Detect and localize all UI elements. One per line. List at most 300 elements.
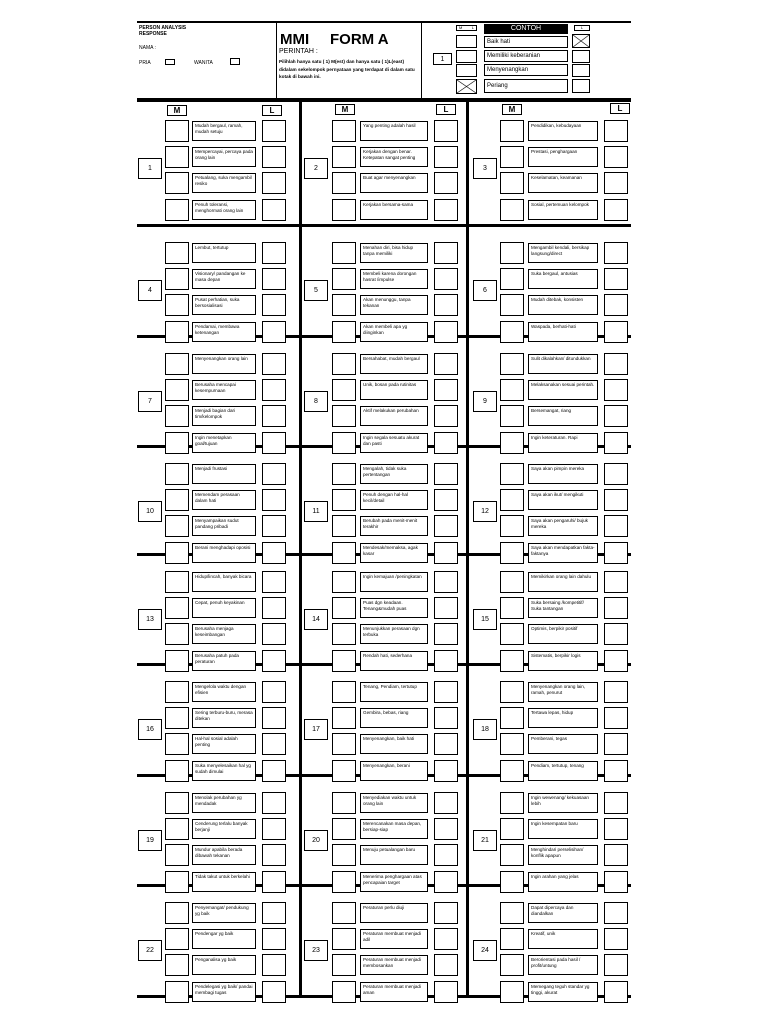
group-17-l-checkbox-2[interactable] xyxy=(434,707,458,729)
group-6-m-checkbox-2[interactable] xyxy=(500,268,524,290)
group-15-m-checkbox-3[interactable] xyxy=(500,623,524,645)
group-number: 3 xyxy=(473,158,497,179)
group-22-m-checkbox-4[interactable] xyxy=(165,981,189,1003)
group-number: 17 xyxy=(304,719,328,740)
group-18-m-checkbox-4[interactable] xyxy=(500,760,524,782)
group-3-statement-4: Sosial, pertemuan kelompok xyxy=(528,200,598,220)
group-4-m-checkbox-4[interactable] xyxy=(165,321,189,343)
group-2-statement-4: Kerjakan bersama-sama xyxy=(360,200,428,220)
group-8-l-checkbox-1[interactable] xyxy=(434,353,458,375)
group-11-m-checkbox-2[interactable] xyxy=(332,489,356,511)
example-mini-header xyxy=(456,25,477,31)
group-8-m-checkbox-3[interactable] xyxy=(332,405,356,427)
group-4-statement-1: Lembut, tertutup xyxy=(192,243,256,263)
group-5-l-checkbox-1[interactable] xyxy=(434,242,458,264)
group-10-l-checkbox-4[interactable] xyxy=(262,542,286,564)
group-17-l-checkbox-4[interactable] xyxy=(434,760,458,782)
group-18-m-checkbox-2[interactable] xyxy=(500,707,524,729)
group-18-statement-3: Pemberani, tegas xyxy=(528,734,598,754)
group-13-statement-1: Hidup/lincah, banyak bicara xyxy=(192,572,256,592)
group-3-l-checkbox-3[interactable] xyxy=(604,172,628,194)
group-23-m-checkbox-4[interactable] xyxy=(332,981,356,1003)
group-1-m-checkbox-4[interactable] xyxy=(165,199,189,221)
group-15-m-checkbox-1[interactable] xyxy=(500,571,524,593)
group-13-statement-3: Berusaha menjaga keseimbangan xyxy=(192,624,256,644)
group-8-l-checkbox-4[interactable] xyxy=(434,432,458,454)
group-20-l-checkbox-1[interactable] xyxy=(434,792,458,814)
group-24-l-checkbox-2[interactable] xyxy=(604,928,628,950)
group-7-m-checkbox-1[interactable] xyxy=(165,353,189,375)
group-18-l-checkbox-4[interactable] xyxy=(604,760,628,782)
group-19-l-checkbox-1[interactable] xyxy=(262,792,286,814)
group-number: 8 xyxy=(304,391,328,412)
wanita-checkbox[interactable] xyxy=(230,58,240,65)
group-5-statement-1: Menahan diri, bisa hidup tanpa memiliki xyxy=(360,243,428,263)
example-m-box-2 xyxy=(456,50,477,63)
org-name-line1: PERSON ANALYSIS xyxy=(139,25,187,31)
group-8-statement-4: Ingin segala sesuatu akurat dan pasti xyxy=(360,433,428,453)
group-9-statement-1: Sulit dikalahkan/ ditundukkan xyxy=(528,354,598,374)
group-24-m-checkbox-4[interactable] xyxy=(500,981,524,1003)
group-16-l-checkbox-4[interactable] xyxy=(262,760,286,782)
group-21-statement-4: Ingin arahan yang jelas xyxy=(528,872,598,892)
group-16-m-checkbox-2[interactable] xyxy=(165,707,189,729)
group-23-l-checkbox-2[interactable] xyxy=(434,928,458,950)
group-16-statement-4: Suka menyelesaikan hal yg sudah dimulai xyxy=(192,761,256,781)
group-number: 5 xyxy=(304,280,328,301)
group-10-m-checkbox-4[interactable] xyxy=(165,542,189,564)
group-21-l-checkbox-4[interactable] xyxy=(604,871,628,893)
column-divider-1 xyxy=(299,102,302,995)
group-22-l-checkbox-1[interactable] xyxy=(262,902,286,924)
group-13-l-checkbox-3[interactable] xyxy=(262,623,286,645)
group-13-m-checkbox-1[interactable] xyxy=(165,571,189,593)
group-3-m-checkbox-2[interactable] xyxy=(500,146,524,168)
group-3-l-checkbox-2[interactable] xyxy=(604,146,628,168)
group-number: 21 xyxy=(473,830,497,851)
group-14-m-checkbox-3[interactable] xyxy=(332,623,356,645)
group-24-statement-2: Kreatif, unik xyxy=(528,929,598,949)
example-item-2: Memiliki keberanian xyxy=(484,50,568,62)
example-item-3: Menyenangkan xyxy=(484,64,568,76)
group-15-l-checkbox-3[interactable] xyxy=(604,623,628,645)
group-7-statement-2: Berusaha mencapai kesempurnaan xyxy=(192,380,256,400)
group-number: 18 xyxy=(473,719,497,740)
example-item-1: Baik hati xyxy=(484,36,568,48)
group-14-m-checkbox-2[interactable] xyxy=(332,597,356,619)
group-10-statement-1: Menjadi frustasi xyxy=(192,464,256,484)
group-23-l-checkbox-1[interactable] xyxy=(434,902,458,924)
group-14-l-checkbox-3[interactable] xyxy=(434,623,458,645)
group-11-l-checkbox-2[interactable] xyxy=(434,489,458,511)
group-3-m-checkbox-1[interactable] xyxy=(500,120,524,142)
group-21-statement-3: Menghindari perselisihan/ konflik apapun xyxy=(528,845,598,865)
group-20-l-checkbox-4[interactable] xyxy=(434,871,458,893)
group-12-m-checkbox-2[interactable] xyxy=(500,489,524,511)
band-separator xyxy=(137,224,631,227)
group-22-m-checkbox-3[interactable] xyxy=(165,954,189,976)
group-13-l-checkbox-1[interactable] xyxy=(262,571,286,593)
group-10-statement-2: Memendam perasaan dalam hati xyxy=(192,490,256,510)
group-23-m-checkbox-2[interactable] xyxy=(332,928,356,950)
group-7-l-checkbox-3[interactable] xyxy=(262,405,286,427)
group-21-m-checkbox-1[interactable] xyxy=(500,792,524,814)
group-2-statement-1: Yang penting adalah hasil xyxy=(360,121,428,141)
group-5-statement-2: Membeli karena dorongan hasrat /impulse xyxy=(360,269,428,289)
group-9-m-checkbox-4[interactable] xyxy=(500,432,524,454)
group-number: 24 xyxy=(473,940,497,961)
group-23-m-checkbox-3[interactable] xyxy=(332,954,356,976)
group-1-m-checkbox-3[interactable] xyxy=(165,172,189,194)
group-20-m-checkbox-2[interactable] xyxy=(332,818,356,840)
group-11-m-checkbox-1[interactable] xyxy=(332,463,356,485)
group-3-l-checkbox-4[interactable] xyxy=(604,199,628,221)
group-number: 23 xyxy=(304,940,328,961)
group-5-m-checkbox-2[interactable] xyxy=(332,268,356,290)
group-6-m-checkbox-3[interactable] xyxy=(500,294,524,316)
group-12-l-checkbox-2[interactable] xyxy=(604,489,628,511)
group-23-statement-4: Peraturan membuat menjadi aman xyxy=(360,982,428,1002)
group-15-l-checkbox-4[interactable] xyxy=(604,650,628,672)
group-19-m-checkbox-3[interactable] xyxy=(165,844,189,866)
group-4-statement-4: Pendamai, membawa ketenangan xyxy=(192,322,256,342)
group-17-l-checkbox-3[interactable] xyxy=(434,733,458,755)
group-number: 6 xyxy=(473,280,497,301)
group-12-m-checkbox-4[interactable] xyxy=(500,542,524,564)
group-18-statement-1: Menyenangkan orang lain, ramah, penurut xyxy=(528,682,598,702)
group-5-l-checkbox-2[interactable] xyxy=(434,268,458,290)
example-number: 1 xyxy=(433,53,452,65)
group-3-m-checkbox-3[interactable] xyxy=(500,172,524,194)
group-1-m-checkbox-1[interactable] xyxy=(165,120,189,142)
group-24-m-checkbox-3[interactable] xyxy=(500,954,524,976)
group-7-m-checkbox-4[interactable] xyxy=(165,432,189,454)
group-12-l-checkbox-1[interactable] xyxy=(604,463,628,485)
group-9-l-checkbox-2[interactable] xyxy=(604,379,628,401)
group-12-m-checkbox-1[interactable] xyxy=(500,463,524,485)
example-m-box-4-marked xyxy=(456,79,477,94)
group-19-m-checkbox-4[interactable] xyxy=(165,871,189,893)
group-14-m-checkbox-1[interactable] xyxy=(332,571,356,593)
group-18-l-checkbox-3[interactable] xyxy=(604,733,628,755)
group-8-statement-1: Bersahabat, mudah bergaul xyxy=(360,354,428,374)
example-l-box-3 xyxy=(572,64,590,77)
group-5-statement-3: Akan menunggu, tanpa tekanan xyxy=(360,295,428,315)
group-16-m-checkbox-1[interactable] xyxy=(165,681,189,703)
group-2-l-checkbox-2[interactable] xyxy=(434,146,458,168)
example-mini-l2: L xyxy=(580,25,584,30)
group-9-m-checkbox-2[interactable] xyxy=(500,379,524,401)
group-number: 19 xyxy=(138,830,162,851)
group-6-statement-3: Mudah ditebak, konsisten xyxy=(528,295,598,315)
group-21-statement-2: Ingin kesempatan baru xyxy=(528,819,598,839)
group-2-m-checkbox-3[interactable] xyxy=(332,172,356,194)
group-14-statement-4: Rendah hati, sederhana xyxy=(360,651,428,671)
group-17-m-checkbox-1[interactable] xyxy=(332,681,356,703)
group-24-statement-1: Dapat dipercaya dan diandalkan xyxy=(528,903,598,923)
group-number: 14 xyxy=(304,609,328,630)
group-1-l-checkbox-2[interactable] xyxy=(262,146,286,168)
group-20-l-checkbox-3[interactable] xyxy=(434,844,458,866)
group-1-m-checkbox-2[interactable] xyxy=(165,146,189,168)
group-19-l-checkbox-4[interactable] xyxy=(262,871,286,893)
group-18-m-checkbox-3[interactable] xyxy=(500,733,524,755)
group-17-statement-4: Menyenangkan, berani xyxy=(360,761,428,781)
column-divider-2 xyxy=(466,102,469,995)
group-13-m-checkbox-2[interactable] xyxy=(165,597,189,619)
group-14-statement-3: Menunjukkan perasaan dgn terbuka xyxy=(360,624,428,644)
group-10-l-checkbox-2[interactable] xyxy=(262,489,286,511)
group-13-l-checkbox-2[interactable] xyxy=(262,597,286,619)
group-6-statement-2: Suka bergaul, antusias xyxy=(528,269,598,289)
group-7-m-checkbox-2[interactable] xyxy=(165,379,189,401)
group-20-statement-1: Menyediakan waktu untuk orang lain xyxy=(360,793,428,813)
group-14-statement-1: Ingin kemajuan /peningkatan xyxy=(360,572,428,592)
group-4-l-checkbox-1[interactable] xyxy=(262,242,286,264)
group-20-m-checkbox-3[interactable] xyxy=(332,844,356,866)
group-6-m-checkbox-4[interactable] xyxy=(500,321,524,343)
group-5-m-checkbox-1[interactable] xyxy=(332,242,356,264)
group-20-m-checkbox-1[interactable] xyxy=(332,792,356,814)
pria-label: PRIA xyxy=(139,60,151,66)
group-1-statement-1: Mudah bergaul, ramah, mudah setuju xyxy=(192,121,256,141)
contoh-label: CONTOH xyxy=(510,25,542,32)
example-mini-m: M xyxy=(459,25,463,30)
group-12-l-checkbox-3[interactable] xyxy=(604,515,628,537)
col1-m-header: M xyxy=(167,105,187,116)
group-24-l-checkbox-1[interactable] xyxy=(604,902,628,924)
group-19-m-checkbox-2[interactable] xyxy=(165,818,189,840)
perintah-label: PERINTAH : xyxy=(279,48,318,55)
group-19-l-checkbox-3[interactable] xyxy=(262,844,286,866)
group-11-statement-2: Penuh dengan hal-hal kecil/detail xyxy=(360,490,428,510)
group-7-l-checkbox-2[interactable] xyxy=(262,379,286,401)
group-15-l-checkbox-2[interactable] xyxy=(604,597,628,619)
group-21-m-checkbox-2[interactable] xyxy=(500,818,524,840)
group-7-m-checkbox-3[interactable] xyxy=(165,405,189,427)
group-4-l-checkbox-2[interactable] xyxy=(262,268,286,290)
group-8-m-checkbox-4[interactable] xyxy=(332,432,356,454)
group-9-m-checkbox-1[interactable] xyxy=(500,353,524,375)
group-10-m-checkbox-2[interactable] xyxy=(165,489,189,511)
group-2-statement-3: Buat agar menyenangkan xyxy=(360,173,428,193)
group-22-statement-4: Pendelegasi yg baik/ pandai membagi tugas xyxy=(192,982,256,1002)
group-4-m-checkbox-2[interactable] xyxy=(165,268,189,290)
group-11-l-checkbox-4[interactable] xyxy=(434,542,458,564)
group-number: 11 xyxy=(304,501,328,522)
group-24-m-checkbox-2[interactable] xyxy=(500,928,524,950)
group-2-l-checkbox-1[interactable] xyxy=(434,120,458,142)
group-13-l-checkbox-4[interactable] xyxy=(262,650,286,672)
group-10-m-checkbox-1[interactable] xyxy=(165,463,189,485)
group-17-l-checkbox-1[interactable] xyxy=(434,681,458,703)
group-22-m-checkbox-2[interactable] xyxy=(165,928,189,950)
group-21-l-checkbox-1[interactable] xyxy=(604,792,628,814)
group-6-l-checkbox-4[interactable] xyxy=(604,321,628,343)
group-16-statement-3: Hal-hal sosial adalah penting xyxy=(192,734,256,754)
group-15-statement-2: Suka bersaing /kompetitif/ Suka tantangan xyxy=(528,598,598,618)
group-18-statement-2: Tertawa lepas, hidup xyxy=(528,708,598,728)
group-7-l-checkbox-4[interactable] xyxy=(262,432,286,454)
group-15-statement-4: Sistematis, berpikir logis xyxy=(528,651,598,671)
group-15-m-checkbox-2[interactable] xyxy=(500,597,524,619)
group-17-m-checkbox-4[interactable] xyxy=(332,760,356,782)
group-19-m-checkbox-1[interactable] xyxy=(165,792,189,814)
group-20-statement-4: Menerima penghargaan atas pencapaian target xyxy=(360,872,428,892)
group-5-m-checkbox-3[interactable] xyxy=(332,294,356,316)
group-8-l-checkbox-3[interactable] xyxy=(434,405,458,427)
group-16-l-checkbox-3[interactable] xyxy=(262,733,286,755)
group-1-l-checkbox-3[interactable] xyxy=(262,172,286,194)
group-18-statement-4: Pendiam, tertutup, tenang xyxy=(528,761,598,781)
group-16-statement-1: Mengelola waktu dengan efisien xyxy=(192,682,256,702)
group-3-m-checkbox-4[interactable] xyxy=(500,199,524,221)
form-title: MMI FORM A xyxy=(280,31,389,48)
pria-checkbox[interactable] xyxy=(165,59,175,65)
group-18-m-checkbox-1[interactable] xyxy=(500,681,524,703)
group-15-statement-3: Optimis, berpikir positif xyxy=(528,624,598,644)
group-12-l-checkbox-4[interactable] xyxy=(604,542,628,564)
group-20-m-checkbox-4[interactable] xyxy=(332,871,356,893)
group-21-l-checkbox-2[interactable] xyxy=(604,818,628,840)
group-21-l-checkbox-3[interactable] xyxy=(604,844,628,866)
group-11-l-checkbox-1[interactable] xyxy=(434,463,458,485)
group-11-statement-3: Berubah pada menit-menit terakhir xyxy=(360,516,428,536)
group-13-m-checkbox-3[interactable] xyxy=(165,623,189,645)
group-24-l-checkbox-4[interactable] xyxy=(604,981,628,1003)
group-6-l-checkbox-3[interactable] xyxy=(604,294,628,316)
group-14-l-checkbox-2[interactable] xyxy=(434,597,458,619)
group-8-statement-2: Unik, bosan pada rutinitas xyxy=(360,380,428,400)
group-number: 22 xyxy=(138,940,162,961)
group-12-statement-4: Saya akan mendapatkan fakta-faktanya xyxy=(528,543,598,563)
group-16-m-checkbox-4[interactable] xyxy=(165,760,189,782)
group-22-l-checkbox-2[interactable] xyxy=(262,928,286,950)
group-9-l-checkbox-3[interactable] xyxy=(604,405,628,427)
col3-l-header: L xyxy=(610,103,630,114)
group-18-l-checkbox-1[interactable] xyxy=(604,681,628,703)
group-16-m-checkbox-3[interactable] xyxy=(165,733,189,755)
group-1-l-checkbox-4[interactable] xyxy=(262,199,286,221)
group-10-statement-4: Berani menghadapi oposisi xyxy=(192,543,256,563)
group-number: 15 xyxy=(473,609,497,630)
group-15-l-checkbox-1[interactable] xyxy=(604,571,628,593)
group-6-m-checkbox-1[interactable] xyxy=(500,242,524,264)
group-21-statement-1: Ingin wewenang/ kekuasaan lebih xyxy=(528,793,598,813)
group-24-statement-3: Berorientasi pada hasil / profit/untung xyxy=(528,955,598,975)
group-4-l-checkbox-3[interactable] xyxy=(262,294,286,316)
group-6-l-checkbox-1[interactable] xyxy=(604,242,628,264)
group-23-l-checkbox-4[interactable] xyxy=(434,981,458,1003)
top-border xyxy=(137,21,631,23)
group-8-l-checkbox-2[interactable] xyxy=(434,379,458,401)
group-23-m-checkbox-1[interactable] xyxy=(332,902,356,924)
group-number: 9 xyxy=(473,391,497,412)
group-6-l-checkbox-2[interactable] xyxy=(604,268,628,290)
group-17-m-checkbox-2[interactable] xyxy=(332,707,356,729)
group-16-l-checkbox-1[interactable] xyxy=(262,681,286,703)
group-10-l-checkbox-3[interactable] xyxy=(262,515,286,537)
header-divider-1 xyxy=(276,23,277,98)
group-1-l-checkbox-1[interactable] xyxy=(262,120,286,142)
group-9-statement-4: Ingin keteraturan. Rapi xyxy=(528,433,598,453)
group-9-l-checkbox-4[interactable] xyxy=(604,432,628,454)
group-22-m-checkbox-1[interactable] xyxy=(165,902,189,924)
group-22-l-checkbox-4[interactable] xyxy=(262,981,286,1003)
group-3-l-checkbox-1[interactable] xyxy=(604,120,628,142)
group-15-m-checkbox-4[interactable] xyxy=(500,650,524,672)
example-l-box-1-marked xyxy=(572,34,590,48)
group-9-m-checkbox-3[interactable] xyxy=(500,405,524,427)
group-21-m-checkbox-4[interactable] xyxy=(500,871,524,893)
group-22-l-checkbox-3[interactable] xyxy=(262,954,286,976)
group-4-m-checkbox-3[interactable] xyxy=(165,294,189,316)
group-12-statement-3: Saya akan pengaruhi/ bujuk mereka xyxy=(528,516,598,536)
group-7-l-checkbox-1[interactable] xyxy=(262,353,286,375)
group-3-statement-1: Pendidikan, kebudayaan xyxy=(528,121,598,141)
group-5-l-checkbox-3[interactable] xyxy=(434,294,458,316)
example-m-box-1 xyxy=(456,35,477,48)
group-7-statement-3: Menjadi bagian dari tim/kelompok xyxy=(192,406,256,426)
group-11-l-checkbox-3[interactable] xyxy=(434,515,458,537)
group-18-l-checkbox-2[interactable] xyxy=(604,707,628,729)
group-19-statement-3: Mundur apabila berada dibawah tekanan xyxy=(192,845,256,865)
group-number: 10 xyxy=(138,501,162,522)
group-2-l-checkbox-4[interactable] xyxy=(434,199,458,221)
group-2-l-checkbox-3[interactable] xyxy=(434,172,458,194)
group-8-m-checkbox-1[interactable] xyxy=(332,353,356,375)
group-number: 4 xyxy=(138,280,162,301)
group-4-m-checkbox-1[interactable] xyxy=(165,242,189,264)
group-19-statement-1: Menolak perubahan yg mendadak xyxy=(192,793,256,813)
group-21-m-checkbox-3[interactable] xyxy=(500,844,524,866)
group-24-m-checkbox-1[interactable] xyxy=(500,902,524,924)
group-24-l-checkbox-3[interactable] xyxy=(604,954,628,976)
group-11-statement-4: Mendesak/memaksa, agak kasar xyxy=(360,543,428,563)
group-23-l-checkbox-3[interactable] xyxy=(434,954,458,976)
group-14-statement-2: Puas dgn keadaan. Tenang&mudah puas xyxy=(360,598,428,618)
group-11-m-checkbox-3[interactable] xyxy=(332,515,356,537)
group-4-l-checkbox-4[interactable] xyxy=(262,321,286,343)
group-14-m-checkbox-4[interactable] xyxy=(332,650,356,672)
group-8-m-checkbox-2[interactable] xyxy=(332,379,356,401)
group-20-l-checkbox-2[interactable] xyxy=(434,818,458,840)
group-12-m-checkbox-3[interactable] xyxy=(500,515,524,537)
group-13-m-checkbox-4[interactable] xyxy=(165,650,189,672)
group-5-l-checkbox-4[interactable] xyxy=(434,321,458,343)
group-10-l-checkbox-1[interactable] xyxy=(262,463,286,485)
group-3-statement-2: Prestasi, penghargaan xyxy=(528,147,598,167)
group-1-statement-3: Petualang, suka mengambil resiko xyxy=(192,173,256,193)
group-9-l-checkbox-1[interactable] xyxy=(604,353,628,375)
group-14-l-checkbox-1[interactable] xyxy=(434,571,458,593)
group-17-m-checkbox-3[interactable] xyxy=(332,733,356,755)
group-13-statement-4: Berusaha patuh pada peraturan xyxy=(192,651,256,671)
group-2-m-checkbox-2[interactable] xyxy=(332,146,356,168)
group-10-m-checkbox-3[interactable] xyxy=(165,515,189,537)
group-number: 12 xyxy=(473,501,497,522)
group-1-statement-2: Mempercayai, percaya pada orang lain xyxy=(192,147,256,167)
group-5-m-checkbox-4[interactable] xyxy=(332,321,356,343)
group-2-m-checkbox-1[interactable] xyxy=(332,120,356,142)
group-number: 16 xyxy=(138,719,162,740)
group-16-l-checkbox-2[interactable] xyxy=(262,707,286,729)
group-11-m-checkbox-4[interactable] xyxy=(332,542,356,564)
group-14-l-checkbox-4[interactable] xyxy=(434,650,458,672)
group-19-l-checkbox-2[interactable] xyxy=(262,818,286,840)
group-2-m-checkbox-4[interactable] xyxy=(332,199,356,221)
group-3-statement-3: Keselamatan, keamanan xyxy=(528,173,598,193)
